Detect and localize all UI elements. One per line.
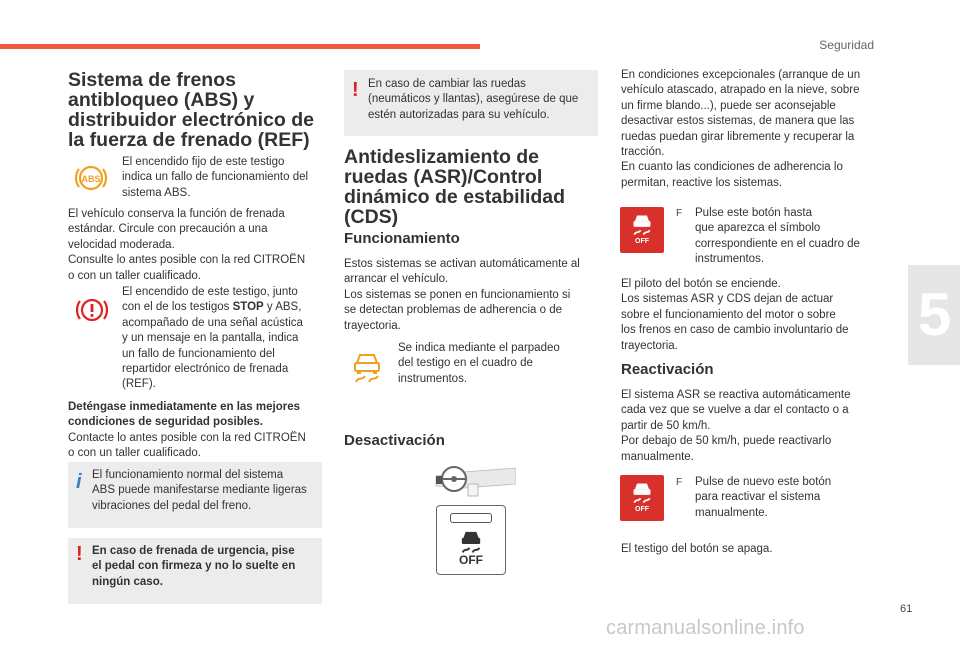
funcionamiento-text: Estos sistemas se activan automáticamente al arrancar el vehículo. Los sistemas se ponen en funcionamiento si se detectan problemas de adherencia o de trayectoria. bbox=[344, 258, 580, 332]
chapter-number: 5 bbox=[918, 281, 952, 348]
reactivacion-text: El sistema ASR se reactiva automáticamente cada vez que se vuelve a dar el contacto o a partir de 50 km/h. Por debajo de 50 km/h, puede reactivarlo manualmente. bbox=[621, 389, 851, 463]
abs-paragraph: El vehículo conserva la función de frenada estándar. Circule con precaución a una velocidad moderada. Consulte lo antes posible con la red CITROËN o con un taller cualificado. bbox=[68, 208, 306, 282]
press-button-text: Pulse este botón hasta que aparezca el símbolo correspondiente en el cuadro de instrumentos. bbox=[695, 207, 860, 266]
stop-instruction: Deténgase inmediatamente en las mejores condiciones de seguridad posibles. Contacte lo antes posible con la red CITROËN o con un taller cualificado. bbox=[68, 401, 306, 460]
svg-text:ABS: ABS bbox=[81, 174, 101, 184]
exceptional-conditions-text: En condiciones excepcionales (arranque de un vehículo atascado, atrapado en la nieve, sobre un firme blando...), puede ser aconsejable desactivar estos sistemas, de manera que las ruedas puedan girar libremente y recuperar la tracción. En cuanto las condiciones de adherencia lo permitan, reactive los sistemas. bbox=[621, 69, 861, 189]
info-icon: i bbox=[76, 471, 82, 493]
abs-section-title: Sistema de frenos antibloqueo (ABS) y distribuidor electrónico de la fuerza de frenado (REF) bbox=[68, 69, 314, 151]
funcionamiento-heading: Funcionamiento bbox=[344, 230, 460, 247]
top-accent-bar bbox=[0, 44, 480, 49]
ref-lamp-text: El encendido de este testigo, junto con el de los testigos STOP y ABS, acompañado de una señal acústica y un mensaje en la pantalla, indica un fallo de funcionamiento del repartidor electrónico de frenada (REF). bbox=[122, 286, 303, 391]
info-note-box: i El funcionamiento normal del sistema ABS puede manifestarse mediante ligeras vibraciones del pedal del freno. bbox=[68, 462, 322, 528]
page-number: 61 bbox=[900, 603, 913, 615]
abs-warning-lamp-icon bbox=[74, 163, 108, 193]
dashboard-steering-illustration bbox=[434, 462, 516, 498]
watermark: carmanualsonline.info bbox=[606, 617, 805, 639]
reactivacion-heading: Reactivación bbox=[621, 361, 714, 378]
warning-exclamation-icon: ! bbox=[352, 79, 359, 101]
lamp-flash-text: Se indica mediante el parpadeo del testigo en el cuadro de instrumentos. bbox=[398, 342, 560, 385]
desactivacion-heading: Desactivación bbox=[344, 432, 445, 449]
bullet-marker: F bbox=[676, 477, 683, 488]
skid-car-icon bbox=[630, 480, 654, 504]
skid-car-icon bbox=[457, 528, 485, 554]
abs-lamp-text: El encendido fijo de este testigo indica un fallo de funcionamiento del sistema ABS. bbox=[122, 156, 309, 199]
warning-exclamation-icon: ! bbox=[76, 543, 83, 565]
button-lit-text: El piloto del botón se enciende. Los sistemas ASR y CDS dejan de actuar sobre el funcionamiento del motor o sobre los frenos en caso de cambio involuntario de trayectoria. bbox=[621, 278, 849, 352]
chapter-tab bbox=[908, 265, 960, 365]
skid-car-icon bbox=[630, 212, 654, 236]
wheel-warning-note: ! En caso de cambiar las ruedas (neumáticos y llantas), asegúrese de que estén autorizadas para su vehículo. bbox=[344, 70, 598, 136]
bullet-marker: F bbox=[676, 208, 683, 219]
press-again-text: Pulse de nuevo este botón para reactivar el sistema manualmente. bbox=[695, 476, 832, 519]
esp-off-button-icon: OFF bbox=[620, 207, 664, 253]
section-header: Seguridad bbox=[819, 38, 874, 52]
esp-off-button-illustration: OFF bbox=[436, 505, 506, 575]
asr-section-title: Antideslizamiento de ruedas (ASR)/Control dinámico de estabilidad (CDS) bbox=[344, 146, 566, 228]
button-off-text: El testigo del botón se apaga. bbox=[621, 543, 773, 555]
brake-warning-lamp-icon bbox=[76, 295, 108, 325]
warning-note-box: ! En caso de frenada de urgencia, pise el pedal con firmeza y no lo suelte en ningún caso. bbox=[68, 538, 322, 604]
skid-car-lamp-icon bbox=[350, 350, 384, 384]
esp-off-button-icon: OFF bbox=[620, 475, 664, 521]
